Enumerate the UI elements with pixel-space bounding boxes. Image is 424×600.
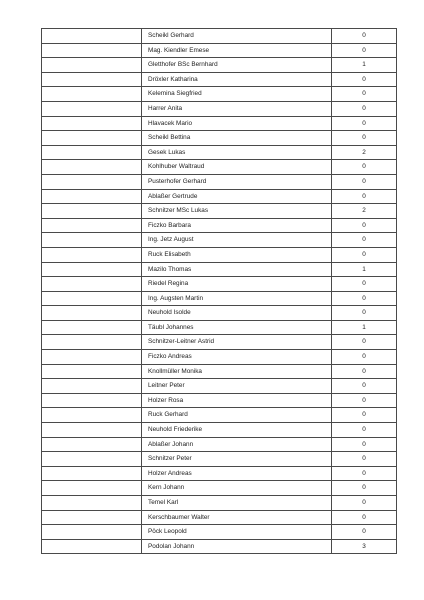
- table-row: [42, 247, 397, 262]
- count-cell: 2: [332, 145, 397, 160]
- count-cell: 0: [332, 233, 397, 248]
- table-row: [42, 510, 397, 525]
- blank-cell: [42, 481, 142, 496]
- table-row: [42, 160, 397, 175]
- name-cell: Ficzko Andreas: [142, 350, 332, 365]
- table-row: [42, 320, 397, 335]
- blank-cell: [42, 496, 142, 511]
- count-cell: 0: [332, 87, 397, 102]
- name-cell: Gletthofer BSc Bernhard: [142, 58, 332, 73]
- name-cell: Pöck Leopold: [142, 525, 332, 540]
- blank-cell: [42, 58, 142, 73]
- table-row: [42, 525, 397, 540]
- blank-cell: [42, 233, 142, 248]
- count-cell: 0: [332, 218, 397, 233]
- table-row: [42, 145, 397, 160]
- name-cell: Ing. Jetz August: [142, 233, 332, 248]
- table-row: [42, 116, 397, 131]
- blank-cell: [42, 29, 142, 44]
- table-row: [42, 496, 397, 511]
- table-row: [42, 29, 397, 44]
- blank-cell: [42, 364, 142, 379]
- blank-cell: [42, 116, 142, 131]
- name-cell: Knollmüller Monika: [142, 364, 332, 379]
- table-row: [42, 364, 397, 379]
- name-cell: Kohlhuber Waltraud: [142, 160, 332, 175]
- blank-cell: [42, 393, 142, 408]
- name-cell: Podolan Johann: [142, 539, 332, 554]
- name-cell: Kelemina Siegfried: [142, 87, 332, 102]
- table-row: [42, 189, 397, 204]
- count-cell: 0: [332, 525, 397, 540]
- name-cell: Leitner Peter: [142, 379, 332, 394]
- count-cell: 0: [332, 116, 397, 131]
- table-row: [42, 233, 397, 248]
- blank-cell: [42, 539, 142, 554]
- count-cell: 0: [332, 306, 397, 321]
- count-cell: 0: [332, 437, 397, 452]
- name-cell: Holzer Andreas: [142, 466, 332, 481]
- name-cell: Kerschbaumer Walter: [142, 510, 332, 525]
- count-cell: 1: [332, 58, 397, 73]
- table-row: [42, 423, 397, 438]
- count-cell: 2: [332, 204, 397, 219]
- count-cell: 0: [332, 131, 397, 146]
- table-row: [42, 174, 397, 189]
- table-row: [42, 539, 397, 554]
- name-cell: Hlavacek Mario: [142, 116, 332, 131]
- blank-cell: [42, 189, 142, 204]
- name-cell: Ablaßer Gertrude: [142, 189, 332, 204]
- table-row: [42, 277, 397, 292]
- blank-cell: [42, 525, 142, 540]
- count-cell: 0: [332, 379, 397, 394]
- name-cell: Neuhold Isolde: [142, 306, 332, 321]
- count-cell: 0: [332, 350, 397, 365]
- blank-cell: [42, 247, 142, 262]
- count-cell: 0: [332, 393, 397, 408]
- blank-cell: [42, 131, 142, 146]
- table-row: [42, 306, 397, 321]
- blank-cell: [42, 145, 142, 160]
- table-row: [42, 452, 397, 467]
- blank-cell: [42, 101, 142, 116]
- table-row: [42, 408, 397, 423]
- blank-cell: [42, 262, 142, 277]
- blank-cell: [42, 160, 142, 175]
- table-row: [42, 262, 397, 277]
- count-cell: 0: [332, 247, 397, 262]
- blank-cell: [42, 408, 142, 423]
- name-cell: Mazilo Thomas: [142, 262, 332, 277]
- count-cell: 0: [332, 335, 397, 350]
- name-cell: Scheikl Gerhard: [142, 29, 332, 44]
- name-cell: Gesek Lukas: [142, 145, 332, 160]
- table-row: [42, 58, 397, 73]
- count-cell: 0: [332, 452, 397, 467]
- table-row: [42, 335, 397, 350]
- name-cell: Schnitzer Peter: [142, 452, 332, 467]
- count-cell: 0: [332, 408, 397, 423]
- count-cell: 0: [332, 29, 397, 44]
- count-cell: 0: [332, 466, 397, 481]
- name-cell: Riedel Regina: [142, 277, 332, 292]
- name-cell: Täubl Johannes: [142, 320, 332, 335]
- count-cell: 0: [332, 481, 397, 496]
- blank-cell: [42, 218, 142, 233]
- name-cell: Neuhold Friederike: [142, 423, 332, 438]
- count-cell: 0: [332, 43, 397, 58]
- table-row: [42, 43, 397, 58]
- name-cell: Ablaßer Johann: [142, 437, 332, 452]
- blank-cell: [42, 423, 142, 438]
- table-row: [42, 291, 397, 306]
- table-row: [42, 72, 397, 87]
- table-row: [42, 393, 397, 408]
- blank-cell: [42, 72, 142, 87]
- blank-cell: [42, 335, 142, 350]
- name-cell: Holzer Rosa: [142, 393, 332, 408]
- results-table: [41, 28, 397, 554]
- blank-cell: [42, 204, 142, 219]
- blank-cell: [42, 379, 142, 394]
- blank-cell: [42, 43, 142, 58]
- blank-cell: [42, 306, 142, 321]
- name-cell: Schnitzer-Leitner Astrid: [142, 335, 332, 350]
- table-row: [42, 204, 397, 219]
- name-cell: Scheikl Bettina: [142, 131, 332, 146]
- blank-cell: [42, 466, 142, 481]
- table-row: [42, 350, 397, 365]
- blank-cell: [42, 174, 142, 189]
- table-row: [42, 437, 397, 452]
- blank-cell: [42, 452, 142, 467]
- table-row: [42, 481, 397, 496]
- name-cell: Temel Karl: [142, 496, 332, 511]
- count-cell: 0: [332, 510, 397, 525]
- blank-cell: [42, 87, 142, 102]
- count-cell: 1: [332, 262, 397, 277]
- blank-cell: [42, 437, 142, 452]
- name-cell: Ing. Augsten Martin: [142, 291, 332, 306]
- name-cell: Harrer Anita: [142, 101, 332, 116]
- name-cell: Kern Johann: [142, 481, 332, 496]
- table-row: [42, 379, 397, 394]
- count-cell: 0: [332, 101, 397, 116]
- name-cell: Ficzko Barbara: [142, 218, 332, 233]
- count-cell: 0: [332, 174, 397, 189]
- table-row: [42, 87, 397, 102]
- table-row: [42, 218, 397, 233]
- table-row: [42, 131, 397, 146]
- name-cell: Ruck Gerhard: [142, 408, 332, 423]
- count-cell: 0: [332, 423, 397, 438]
- blank-cell: [42, 291, 142, 306]
- name-cell: Pusterhofer Gerhard: [142, 174, 332, 189]
- results-table-body: [42, 29, 397, 554]
- blank-cell: [42, 320, 142, 335]
- count-cell: 1: [332, 320, 397, 335]
- count-cell: 0: [332, 189, 397, 204]
- count-cell: 0: [332, 496, 397, 511]
- name-cell: Schnitzer MSc Lukas: [142, 204, 332, 219]
- name-cell: Mag. Kiendler Emese: [142, 43, 332, 58]
- name-cell: Ruck Elisabeth: [142, 247, 332, 262]
- blank-cell: [42, 277, 142, 292]
- table-row: [42, 101, 397, 116]
- count-cell: 3: [332, 539, 397, 554]
- blank-cell: [42, 510, 142, 525]
- count-cell: 0: [332, 72, 397, 87]
- count-cell: 0: [332, 364, 397, 379]
- count-cell: 0: [332, 160, 397, 175]
- blank-cell: [42, 350, 142, 365]
- name-cell: Dröxler Katharina: [142, 72, 332, 87]
- count-cell: 0: [332, 291, 397, 306]
- count-cell: 0: [332, 277, 397, 292]
- table-row: [42, 466, 397, 481]
